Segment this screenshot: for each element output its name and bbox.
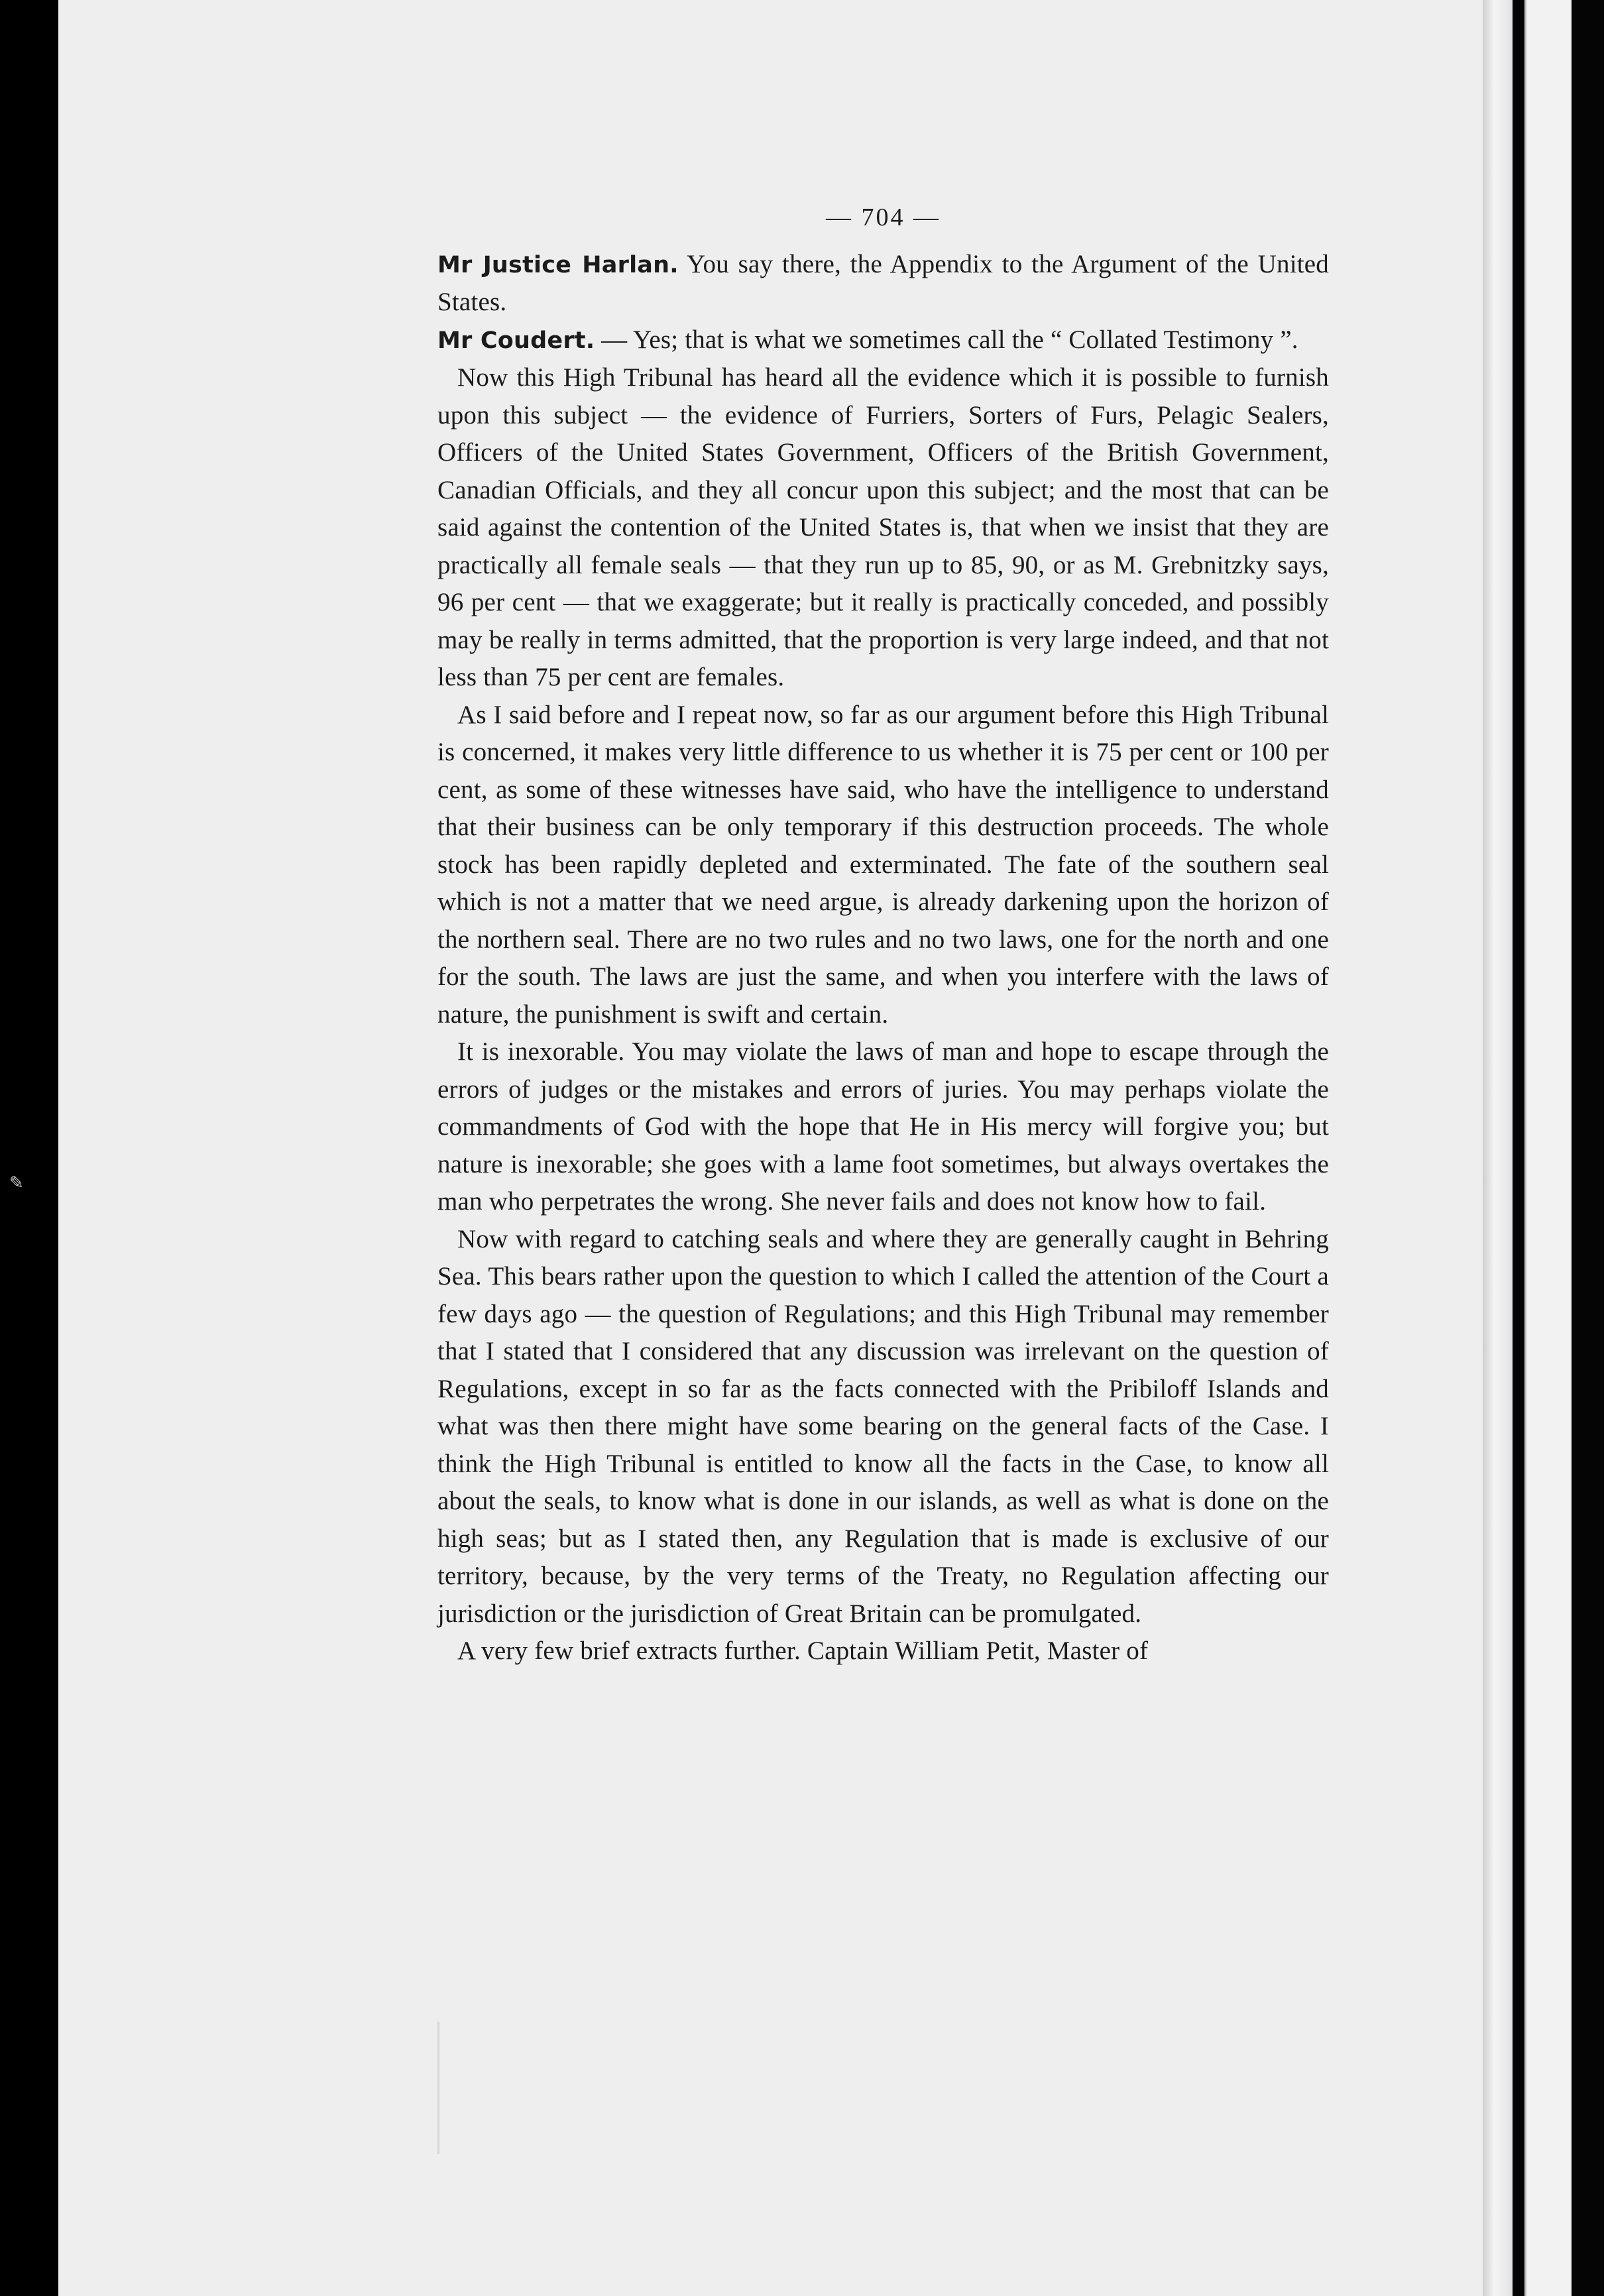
page-crease	[437, 2022, 439, 2154]
paragraph-6	[437, 1221, 1329, 1633]
paragraph-text: Now this High Tribunal has heard all the evidence which it is possible to furnish upon this subject — the evidence of Furriers, Sorters of Furs, Pelagic Sealers, Officers of the United States Government, Officers of the British Government, Canadian Officials, and they all concur upon this subject; and the most that can be said against the contention of the United States is, that when we insist that they are practically all female seals — that they run up to 85, 90, or as M. Grebnitzky says, 96 per cent — that we exaggerate; but it really is practically conceded, and possibly may be really in terms admitted, that the proportion is very large indeed, and that not less than 75 per cent are females.	[437, 363, 1329, 691]
speaker-name: Mr Justice Harlan.	[437, 251, 679, 278]
paragraph-text: — Yes; that is what we sometimes call the “ Collated Testimony ”.	[595, 325, 1298, 354]
paragraph-1	[437, 246, 1329, 321]
paragraph-text: A very few brief extracts further. Captain William Petit, Master of	[457, 1636, 1149, 1665]
paragraph-2	[437, 321, 1329, 360]
paragraph-5	[437, 1033, 1329, 1221]
margin-smudge: ✎	[9, 1173, 24, 1192]
paragraph-3	[437, 359, 1329, 697]
paragraph-text: Now with regard to catching seals and where they are generally caught in Behring Sea. This bears rather upon the question to which I called the attention of the Court a few days ago — the question of Regulations; and this High Tribunal may remember that I stated that I considered that any discussion was irrelevant on the question of Regulations, except in so far as the facts connected with the Pribiloff Islands and what was then there might have some bearing on the general facts of the Case. I think the High Tribunal is entitled to know all the facts in the Case, to know all about the seals, to know what is done in our islands, as well as what is done on the high seas; but as I stated then, any Regulation that is made is exclusive of our territory, because, by the very terms of the Treaty, no Regulation affecting our jurisdiction or the jurisdiction of Great Britain can be promulgated.	[437, 1224, 1329, 1628]
paragraph-text: It is inexorable. You may violate the laws of man and hope to escape through the errors of judges or the mistakes and errors of juries. You may perhaps violate the commandments of God with the hope that He in His mercy will forgive you; but nature is inexorable; she goes with a lame foot sometimes, but always overtakes the man who perpetrates the wrong. She never fails and does not know how to fail.	[437, 1037, 1329, 1216]
page-number: — 704 —	[826, 203, 941, 231]
paragraph-text: As I said before and I repeat now, so far as our argument before this High Tribunal is concerned, it makes very little difference to us whether it is 75 per cent or 100 per cent, as some of these witnesses have said, who have the intelligence to understand that their business can be only temporary if this destruction proceeds. The whole stock has been rapidly depleted and exterminated. The fate of the southern seal which is not a matter that we need argue, is already darkening upon the horizon of the northern seal. There are no two rules and no two laws, one for the north and one for the south. The laws are just the same, and when you interfere with the laws of nature, the punishment is swift and certain.	[437, 700, 1329, 1029]
page-text	[437, 199, 1329, 1670]
paragraph-4	[437, 697, 1329, 1034]
page-edge-shadow	[1483, 0, 1513, 2296]
adjacent-page-edge	[1524, 0, 1572, 2296]
paragraph-text: You say there, the Appendix to the Argument of the United States.	[437, 249, 1329, 316]
speaker-name: Mr Coudert.	[437, 327, 595, 354]
paragraph-7	[437, 1633, 1329, 1670]
